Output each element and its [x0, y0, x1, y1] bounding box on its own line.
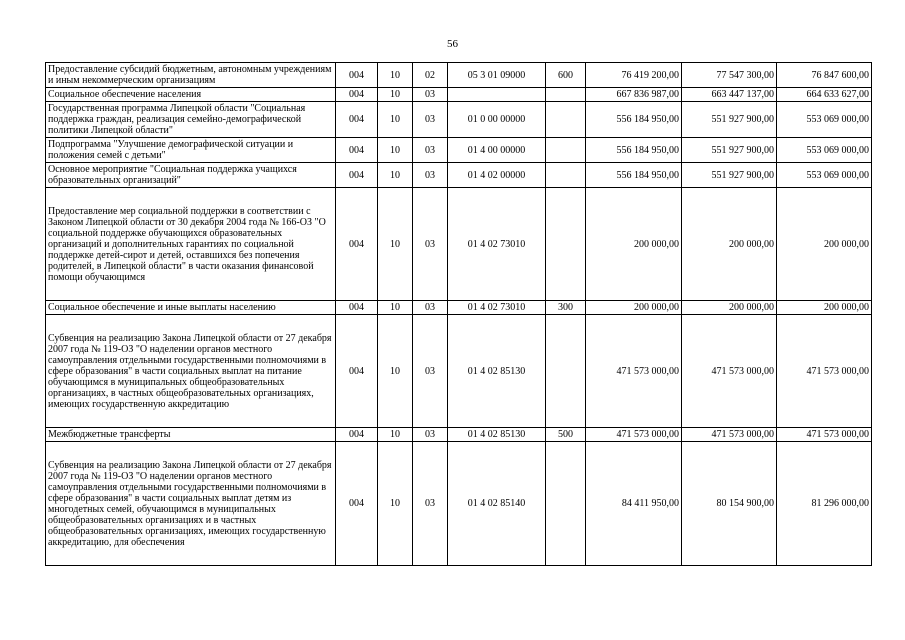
subsection-code: 03: [413, 188, 448, 301]
amount-year-3: 553 069 000,00: [777, 138, 872, 163]
expense-type-code: 300: [546, 301, 586, 315]
row-name: Подпрограмма "Улучшение демографической ситуации и положения семей с детьми": [46, 138, 336, 163]
target-article-code: 01 4 02 85130: [448, 315, 546, 428]
amount-year-1: 556 184 950,00: [586, 138, 682, 163]
amount-year-3: 664 633 627,00: [777, 88, 872, 102]
subsection-code: 02: [413, 63, 448, 88]
table-row: [46, 301, 872, 315]
amount-year-2: 551 927 900,00: [682, 102, 777, 138]
target-article-code: 01 0 00 00000: [448, 102, 546, 138]
amount-year-2: 551 927 900,00: [682, 138, 777, 163]
section-code: 10: [378, 163, 413, 188]
amount-year-3: 76 847 600,00: [777, 63, 872, 88]
ministry-code: 004: [336, 138, 378, 163]
table-row: [46, 442, 872, 566]
amount-year-3: 471 573 000,00: [777, 428, 872, 442]
amount-year-1: 471 573 000,00: [586, 315, 682, 428]
row-name: Государственная программа Липецкой области "Социальная поддержка граждан, реализация семейно-демографической политики Липецкой области": [46, 102, 336, 138]
table-row: [46, 188, 872, 301]
subsection-code: 03: [413, 102, 448, 138]
amount-year-1: 556 184 950,00: [586, 102, 682, 138]
amount-year-2: 80 154 900,00: [682, 442, 777, 566]
expense-type-code: [546, 102, 586, 138]
amount-year-2: 200 000,00: [682, 188, 777, 301]
table-row: [46, 138, 872, 163]
section-code: 10: [378, 88, 413, 102]
section-code: 10: [378, 138, 413, 163]
target-article-code: [448, 88, 546, 102]
ministry-code: 004: [336, 428, 378, 442]
amount-year-3: 471 573 000,00: [777, 315, 872, 428]
amount-year-1: 471 573 000,00: [586, 428, 682, 442]
table-row: [46, 428, 872, 442]
row-name: Социальное обеспечение и иные выплаты населению: [46, 301, 336, 315]
amount-year-1: 556 184 950,00: [586, 163, 682, 188]
expense-type-code: [546, 315, 586, 428]
amount-year-3: 81 296 000,00: [777, 442, 872, 566]
amount-year-2: 551 927 900,00: [682, 163, 777, 188]
expense-type-code: [546, 188, 586, 301]
subsection-code: 03: [413, 138, 448, 163]
page-number: 56: [447, 38, 458, 50]
row-name: Межбюджетные трансферты: [46, 428, 336, 442]
amount-year-3: 553 069 000,00: [777, 102, 872, 138]
target-article-code: 05 3 01 09000: [448, 63, 546, 88]
amount-year-1: 200 000,00: [586, 188, 682, 301]
amount-year-2: 663 447 137,00: [682, 88, 777, 102]
table-row: [46, 88, 872, 102]
subsection-code: 03: [413, 301, 448, 315]
expense-type-code: 500: [546, 428, 586, 442]
row-name: Предоставление субсидий бюджетным, автономным учреждениям и иным некоммерческим организациям: [46, 63, 336, 88]
expense-type-code: [546, 163, 586, 188]
table-row: [46, 102, 872, 138]
section-code: 10: [378, 188, 413, 301]
target-article-code: 01 4 02 85130: [448, 428, 546, 442]
row-name: Предоставление мер социальной поддержки в соответствии с Законом Липецкой области от 30 декабря 2004 года № 166-ОЗ "О социальной поддержке обучающихся образовательных организаций и дополнительных гарантиях по социальной поддержке детей-сирот и детей, оставшихся без попечения родителей, в Липецкой области" в части оказания финансовой помощи обучающимся: [46, 188, 336, 301]
ministry-code: 004: [336, 88, 378, 102]
ministry-code: 004: [336, 442, 378, 566]
amount-year-3: 553 069 000,00: [777, 163, 872, 188]
section-code: 10: [378, 428, 413, 442]
row-name: Субвенция на реализацию Закона Липецкой области от 27 декабря 2007 года № 119-ОЗ "О наделении органов местного самоуправления отдельными государственными полномочиями в сфере образования" в части социальных выплат на питание обучающимся в муниципальных общеобразовательных организациях, в частных общеобразовательных организациях, имеющих государственную аккредитацию: [46, 315, 336, 428]
amount-year-2: 200 000,00: [682, 301, 777, 315]
subsection-code: 03: [413, 88, 448, 102]
section-code: 10: [378, 102, 413, 138]
amount-year-3: 200 000,00: [777, 188, 872, 301]
ministry-code: 004: [336, 163, 378, 188]
amount-year-1: 84 411 950,00: [586, 442, 682, 566]
ministry-code: 004: [336, 188, 378, 301]
ministry-code: 004: [336, 63, 378, 88]
expense-type-code: 600: [546, 63, 586, 88]
table-row: [46, 315, 872, 428]
expense-type-code: [546, 88, 586, 102]
amount-year-1: 200 000,00: [586, 301, 682, 315]
table-row: [46, 163, 872, 188]
section-code: 10: [378, 301, 413, 315]
amount-year-2: 77 547 300,00: [682, 63, 777, 88]
expense-type-code: [546, 442, 586, 566]
row-name: Субвенция на реализацию Закона Липецкой области от 27 декабря 2007 года № 119-ОЗ "О наделении органов местного самоуправления отдельными государственными полномочиями в сфере образования" в части социальных выплат детям из многодетных семей, обучающимся в муниципальных общеобразовательных организациях и в частных общеобразовательных организациях, имеющих государственную аккредитацию, для обеспечения: [46, 442, 336, 566]
amount-year-2: 471 573 000,00: [682, 315, 777, 428]
amount-year-1: 76 419 200,00: [586, 63, 682, 88]
section-code: 10: [378, 442, 413, 566]
subsection-code: 03: [413, 428, 448, 442]
ministry-code: 004: [336, 315, 378, 428]
budget-table: [45, 62, 872, 566]
amount-year-3: 200 000,00: [777, 301, 872, 315]
target-article-code: 01 4 02 00000: [448, 163, 546, 188]
ministry-code: 004: [336, 102, 378, 138]
subsection-code: 03: [413, 163, 448, 188]
target-article-code: 01 4 02 73010: [448, 188, 546, 301]
section-code: 10: [378, 63, 413, 88]
subsection-code: 03: [413, 442, 448, 566]
subsection-code: 03: [413, 315, 448, 428]
amount-year-2: 471 573 000,00: [682, 428, 777, 442]
amount-year-1: 667 836 987,00: [586, 88, 682, 102]
target-article-code: 01 4 02 73010: [448, 301, 546, 315]
table-row: [46, 63, 872, 88]
target-article-code: 01 4 00 00000: [448, 138, 546, 163]
row-name: Основное мероприятие "Социальная поддержка учащихся образовательных организаций": [46, 163, 336, 188]
target-article-code: 01 4 02 85140: [448, 442, 546, 566]
ministry-code: 004: [336, 301, 378, 315]
row-name: Социальное обеспечение населения: [46, 88, 336, 102]
section-code: 10: [378, 315, 413, 428]
expense-type-code: [546, 138, 586, 163]
